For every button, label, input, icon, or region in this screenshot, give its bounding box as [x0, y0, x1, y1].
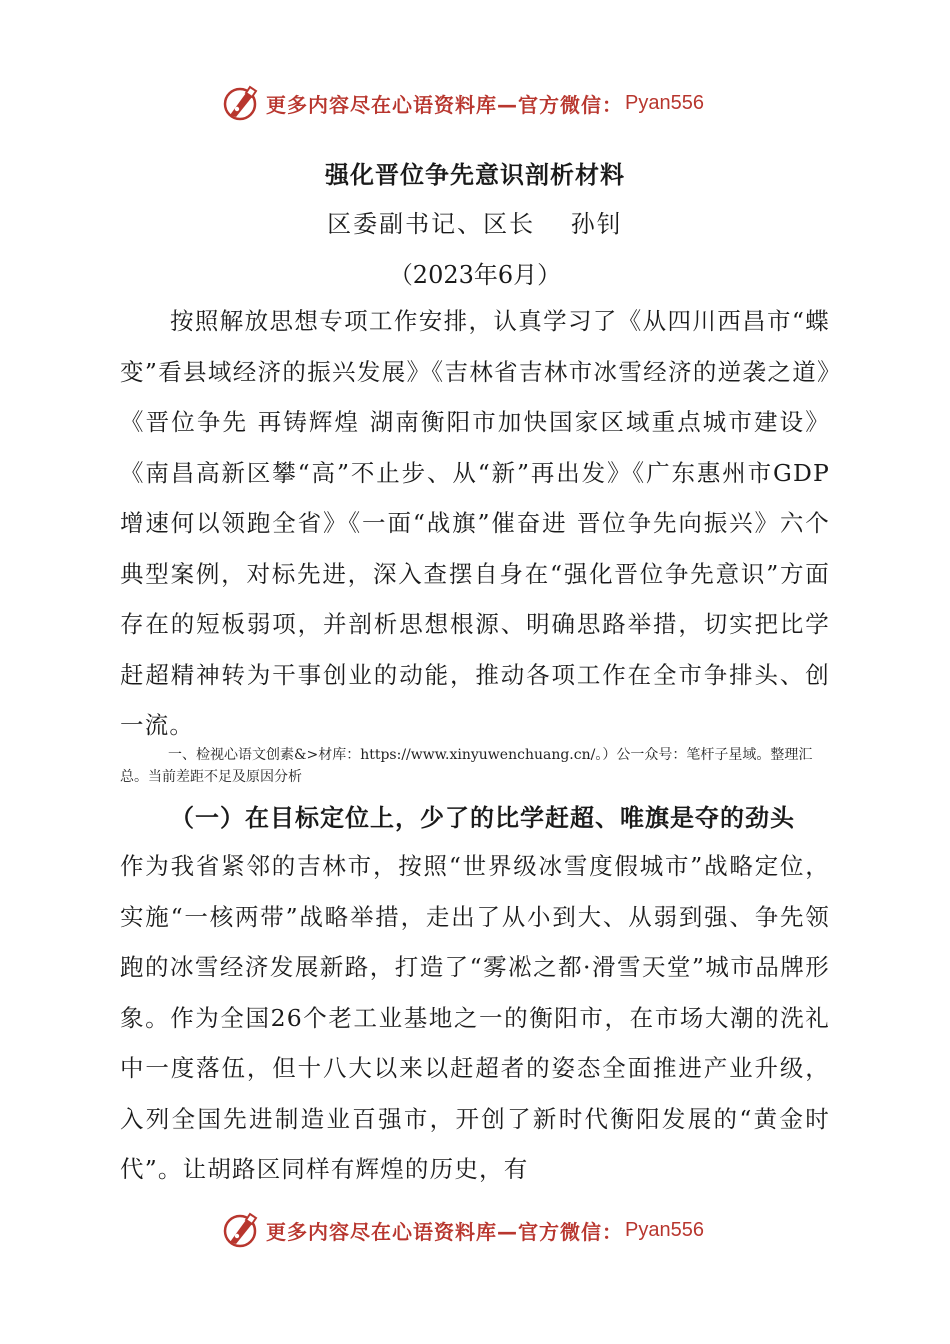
- banner-text: 更多内容尽在心语资料库—官方微信：: [266, 1219, 623, 1244]
- document-author: 区委副书记、区长 孙钊: [327, 210, 623, 238]
- banner-wechat-id: Pyan556: [625, 1218, 704, 1241]
- banner-text: 更多内容尽在心语资料库—官方微信：: [266, 92, 623, 117]
- intro-paragraph: 按照解放思想专项工作安排，认真学习了《从四川西昌市“蝶变”看县域经济的振兴发展》《吉林省吉林市冰雪经济的逆袭之道》《晋位争先 再铸辉煌 湖南衡阳市加快国家区域重点城市建设》《南昌高新区攀“高”不止步、从“新”再出发》《广东惠州市GDP增速何以领跑全省》《一面“战旗”催奋进 晋位争先向振兴》六个典型案例，对标先进，深入查摆自身在“强化晋位争先意识”方面存在的短板弱项，并剖析思想根源、明确思路举措，切实把比学赶超精神转为干事创业的动能，推动各项工作在全市争排头、创一流。: [120, 307, 830, 739]
- header-banner: [220, 83, 704, 123]
- section-heading-note: 一、检视心语文创素&>材库：https://www.xinyuwenchuang.cn/。）公一众号：笔杆子星域。整理汇总。当前差距不足及原因分析: [120, 747, 813, 785]
- body-paragraph: 作为我省紧邻的吉林市，按照“世界级冰雪度假城市”战略定位，实施“一核两带”战略举措，走出了从小到大、从弱到强、争先领跑的冰雪经济发展新路，打造了“雾凇之都·滑雪天堂”城市品牌形象。作为全国26个老工业基地之一的衡阳市，在市场大潮的洗礼中一度落伍，但十八大以来以赶超者的姿态全面推进产业升级，入列全国先进制造业百强市，开创了新时代衡阳发展的“黄金时代”。让胡路区同样有辉煌的历史，有: [120, 852, 830, 1183]
- subsection-heading: （一）在目标定位上，少了的比学赶超、唯旗是夺的劲头: [170, 803, 795, 832]
- footer-banner: [220, 1210, 704, 1250]
- pen-nib-logo-icon: [220, 83, 260, 123]
- pen-nib-logo-icon: [220, 1210, 260, 1250]
- banner-wechat-id: Pyan556: [625, 91, 704, 114]
- document-date: （2023年6月）: [388, 261, 562, 289]
- document-title: 强化晋位争先意识剖析材料: [325, 160, 625, 189]
